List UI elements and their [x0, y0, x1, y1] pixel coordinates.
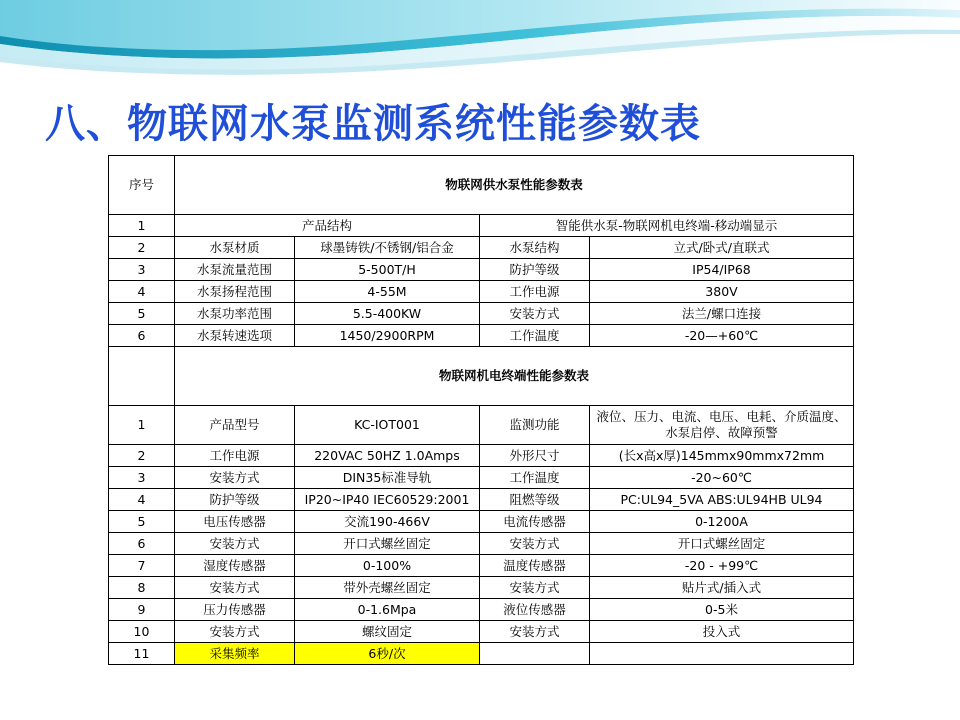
table-row [109, 303, 854, 325]
cell-value: 5.5-400KW [295, 303, 480, 325]
cell-value2: 立式/卧式/直联式 [590, 237, 854, 259]
cell-sn: 1 [109, 215, 175, 237]
cell-label2: 液位传感器 [480, 599, 590, 621]
table-row [109, 215, 854, 237]
table-row [109, 237, 854, 259]
table-row [109, 621, 854, 643]
cell-value: 1450/2900RPM [295, 325, 480, 347]
sn-header-cell: 序号 [109, 156, 175, 215]
cell-label: 水泵流量范围 [175, 259, 295, 281]
cell-value2: 0-5米 [590, 599, 854, 621]
cell-label2: 防护等级 [480, 259, 590, 281]
cell-value: 0-100% [295, 555, 480, 577]
table-row [109, 281, 854, 303]
cell-value2: 开口式螺丝固定 [590, 533, 854, 555]
cell-value: IP20~IP40 IEC60529:2001 [295, 489, 480, 511]
table-row [109, 406, 854, 445]
section2-header-row [109, 347, 854, 406]
page-title: 八、物联网水泵监测系统性能参数表 [45, 101, 701, 147]
cell-value2: 液位、压力、电流、电压、电耗、介质温度、水泵启停、故障预警 [590, 406, 854, 445]
table-row [109, 467, 854, 489]
cell-label2: 安装方式 [480, 577, 590, 599]
cell-label2 [480, 643, 590, 665]
cell-value: 6秒/次 [295, 643, 480, 665]
cell-value2: 380V [590, 281, 854, 303]
blank-cell [109, 347, 175, 406]
cell-sn: 6 [109, 533, 175, 555]
cell-label: 防护等级 [175, 489, 295, 511]
cell-sn: 3 [109, 467, 175, 489]
cell-value2: (长x高x厚)145mmx90mmx72mm [590, 445, 854, 467]
cell-value: KC-IOT001 [295, 406, 480, 445]
cell-value: 带外壳螺丝固定 [295, 577, 480, 599]
cell-label2: 工作温度 [480, 325, 590, 347]
cell-sn: 5 [109, 303, 175, 325]
cell-label: 安装方式 [175, 577, 295, 599]
cell-value2: 法兰/螺口连接 [590, 303, 854, 325]
cell-label: 湿度传感器 [175, 555, 295, 577]
cell-label2: 工作温度 [480, 467, 590, 489]
table-row [109, 511, 854, 533]
cell-label: 水泵功率范围 [175, 303, 295, 325]
cell-label: 采集频率 [175, 643, 295, 665]
cell-value2: -20—+60℃ [590, 325, 854, 347]
cell-label: 电压传感器 [175, 511, 295, 533]
parameter-table-container [108, 155, 853, 665]
cell-sn: 2 [109, 237, 175, 259]
cell-label: 水泵扬程范围 [175, 281, 295, 303]
section1-title-cell: 物联网供水泵性能参数表 [175, 156, 854, 215]
cell-label2: 电流传感器 [480, 511, 590, 533]
cell-value: 智能供水泵-物联网机电终端-移动端显示 [480, 215, 854, 237]
cell-label: 安装方式 [175, 467, 295, 489]
cell-label: 水泵材质 [175, 237, 295, 259]
cell-label: 产品结构 [175, 215, 480, 237]
cell-label2: 安装方式 [480, 303, 590, 325]
cell-value2: -20 - +99℃ [590, 555, 854, 577]
cell-value: 5-500T/H [295, 259, 480, 281]
cell-sn: 3 [109, 259, 175, 281]
table-row [109, 259, 854, 281]
cell-label2: 监测功能 [480, 406, 590, 445]
cell-value: 220VAC 50HZ 1.0Amps [295, 445, 480, 467]
cell-label: 产品型号 [175, 406, 295, 445]
cell-label2: 安装方式 [480, 533, 590, 555]
table-row [109, 599, 854, 621]
cell-label: 安装方式 [175, 621, 295, 643]
cell-sn: 5 [109, 511, 175, 533]
cell-sn: 4 [109, 281, 175, 303]
table-row [109, 555, 854, 577]
cell-value: 球墨铸铁/不锈钢/铝合金 [295, 237, 480, 259]
cell-value: 螺纹固定 [295, 621, 480, 643]
cell-label2: 工作电源 [480, 281, 590, 303]
cell-label2: 温度传感器 [480, 555, 590, 577]
cell-sn: 10 [109, 621, 175, 643]
cell-sn: 8 [109, 577, 175, 599]
cell-sn: 6 [109, 325, 175, 347]
cell-value: 0-1.6Mpa [295, 599, 480, 621]
cell-value2 [590, 643, 854, 665]
cell-label2: 水泵结构 [480, 237, 590, 259]
cell-sn: 9 [109, 599, 175, 621]
cell-label: 压力传感器 [175, 599, 295, 621]
cell-value2: 贴片式/插入式 [590, 577, 854, 599]
table-row [109, 577, 854, 599]
table-row [109, 445, 854, 467]
cell-label2: 外形尺寸 [480, 445, 590, 467]
cell-value2: IP54/IP68 [590, 259, 854, 281]
cell-value2: PC:UL94_5VA ABS:UL94HB UL94 [590, 489, 854, 511]
cell-label2: 阻燃等级 [480, 489, 590, 511]
cell-sn: 7 [109, 555, 175, 577]
table-header-row [109, 156, 854, 215]
cell-sn: 1 [109, 406, 175, 445]
cell-label2: 安装方式 [480, 621, 590, 643]
cell-value: 4-55M [295, 281, 480, 303]
cell-sn: 11 [109, 643, 175, 665]
section2-title-cell: 物联网机电终端性能参数表 [175, 347, 854, 406]
cell-sn: 2 [109, 445, 175, 467]
parameter-table [108, 155, 854, 665]
cell-value: 开口式螺丝固定 [295, 533, 480, 555]
cell-label: 水泵转速选项 [175, 325, 295, 347]
table-row [109, 325, 854, 347]
cell-value2: 投入式 [590, 621, 854, 643]
cell-value: DIN35标准导轨 [295, 467, 480, 489]
table-row-highlighted [109, 643, 854, 665]
cell-label: 工作电源 [175, 445, 295, 467]
cell-value2: -20~60℃ [590, 467, 854, 489]
cell-value: 交流190-466V [295, 511, 480, 533]
cell-sn: 4 [109, 489, 175, 511]
decorative-banner [0, 0, 960, 78]
table-row [109, 533, 854, 555]
table-row [109, 489, 854, 511]
cell-value2: 0-1200A [590, 511, 854, 533]
cell-label: 安装方式 [175, 533, 295, 555]
